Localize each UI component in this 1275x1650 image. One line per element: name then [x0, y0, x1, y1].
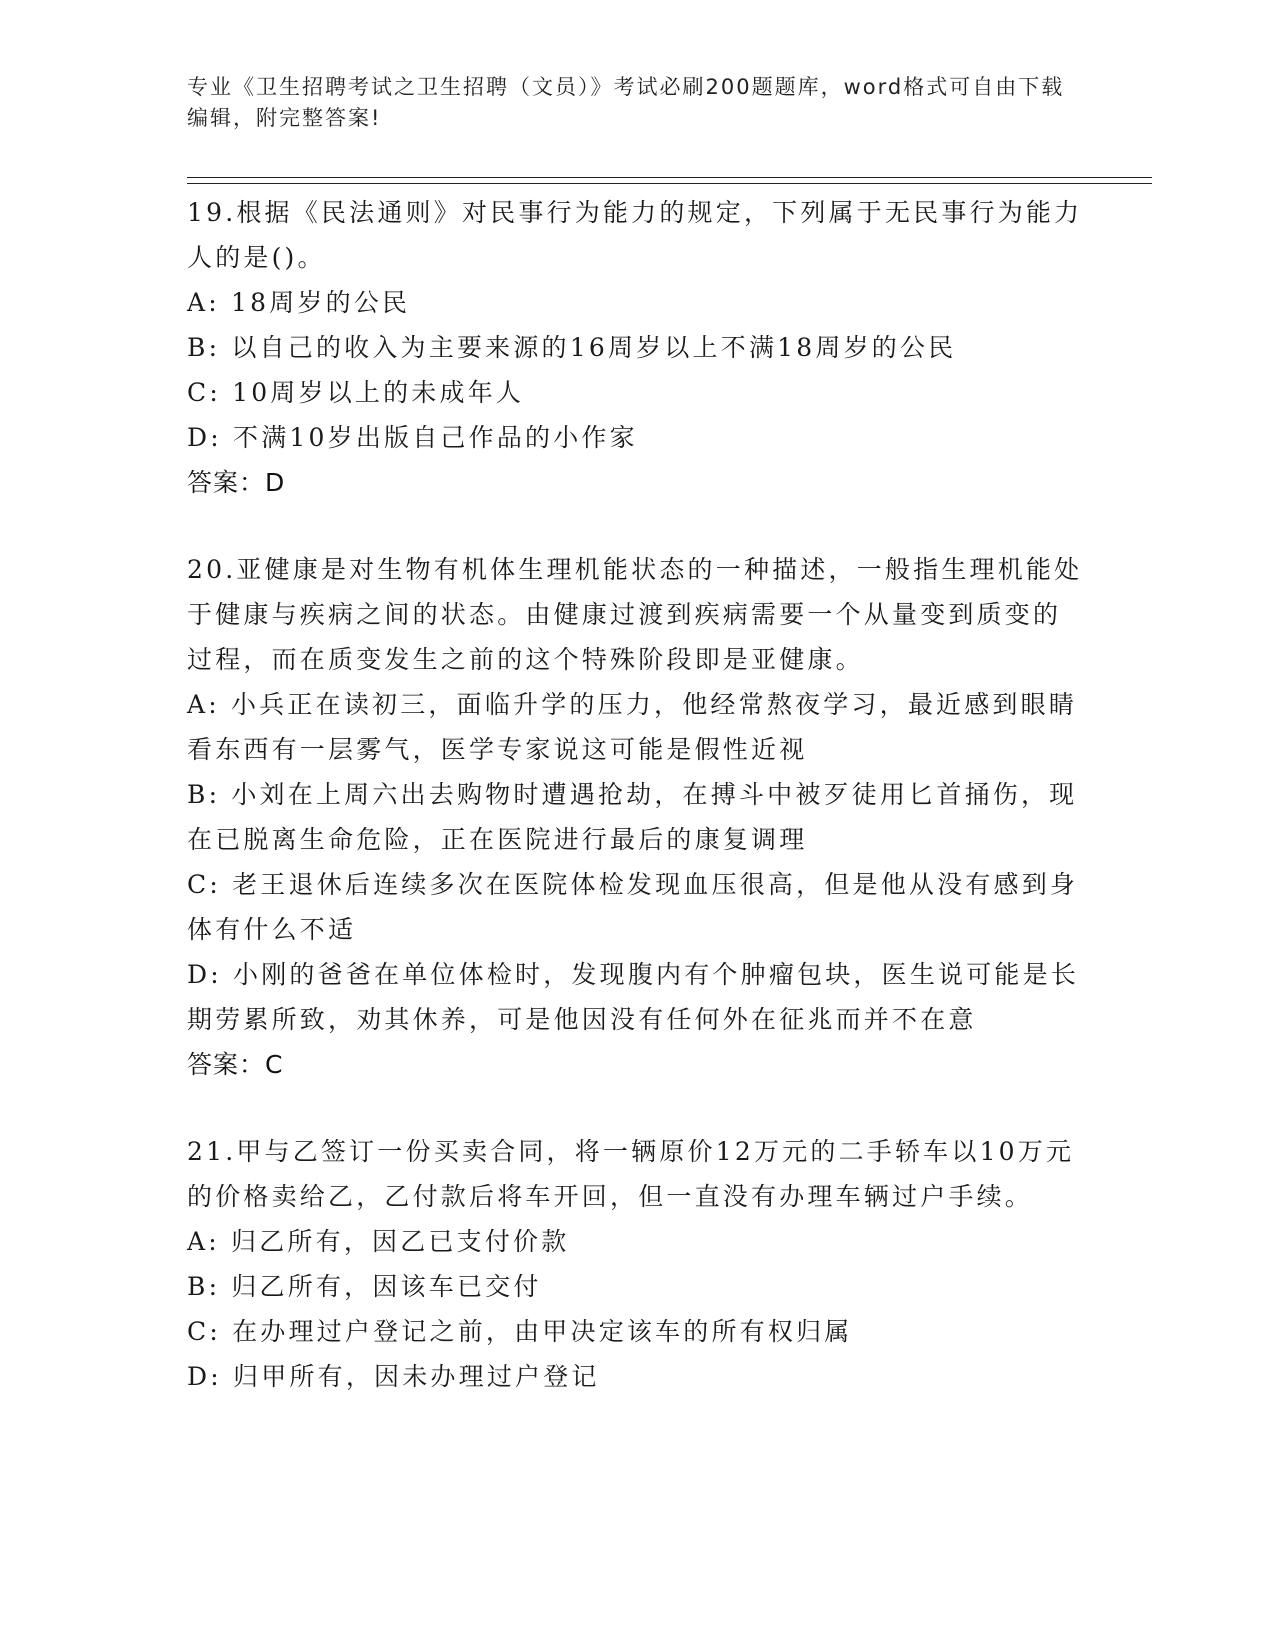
option-c: C: 老王退休后连续多次在医院体检发现血压很高，但是他从没有感到身体有什么不适	[187, 870, 1079, 944]
option-a: A: 小兵正在读初三，面临升学的压力，他经常熬夜学习，最近感到眼睛看东西有一层雾气，医学专家说这可能是假性近视	[187, 690, 1078, 764]
option-b: B: 小刘在上周六出去购物时遭遇抢劫，在搏斗中被歹徒用匕首捅伤，现在已脱离生命危险，正在医院进行最后的康复调理	[187, 780, 1078, 854]
header-rule-top	[187, 177, 1152, 178]
question-list	[187, 190, 1087, 1441]
header-rule-bottom	[187, 183, 1152, 184]
question-text: 20.亚健康是对生物有机体生理机能状态的一种描述，一般指生理机能处于健康与疾病之间的状态。由健康过渡到疾病需要一个从量变到质变的过程，而在质变发生之前的这个特殊阶段即是亚健康。	[187, 555, 1083, 674]
answer: 答案：D	[187, 468, 286, 497]
option-d: D: 不满10岁出版自己作品的小作家	[187, 423, 638, 452]
option-b: B: 以自己的收入为主要来源的16周岁以上不满18周岁的公民	[187, 333, 957, 362]
option-d: D: 小刚的爸爸在单位体检时，发现腹内有个肿瘤包块，医生说可能是长期劳累所致，劝其休养，可是他因没有任何外在征兆而并不在意	[187, 960, 1080, 1034]
option-a: A: 18周岁的公民	[187, 288, 411, 317]
option-b: B: 归乙所有，因该车已交付	[187, 1272, 542, 1301]
question-20	[187, 547, 1087, 1087]
option-d: D: 归甲所有，因未办理过户登记	[187, 1362, 600, 1391]
option-a: A: 归乙所有，因乙已支付价款	[187, 1227, 570, 1256]
answer: 答案：C	[187, 1050, 284, 1079]
question-21	[187, 1129, 1087, 1399]
question-19	[187, 190, 1087, 505]
option-c: C: 在办理过户登记之前，由甲决定该车的所有权归属	[187, 1317, 853, 1346]
question-text: 21.甲与乙签订一份买卖合同，将一辆原价12万元的二手轿车以10万元的价格卖给乙，乙付款后将车开回，但一直没有办理车辆过户手续。	[187, 1137, 1075, 1211]
document-header: 专业《卫生招聘考试之卫生招聘（文员）》考试必刷200题题库，word格式可自由下载编辑，附完整答案!	[187, 75, 1065, 130]
option-c: C: 10周岁以上的未成年人	[187, 378, 525, 407]
question-text: 19.根据《民法通则》对民事行为能力的规定，下列属于无民事行为能力人的是()。	[187, 198, 1083, 272]
